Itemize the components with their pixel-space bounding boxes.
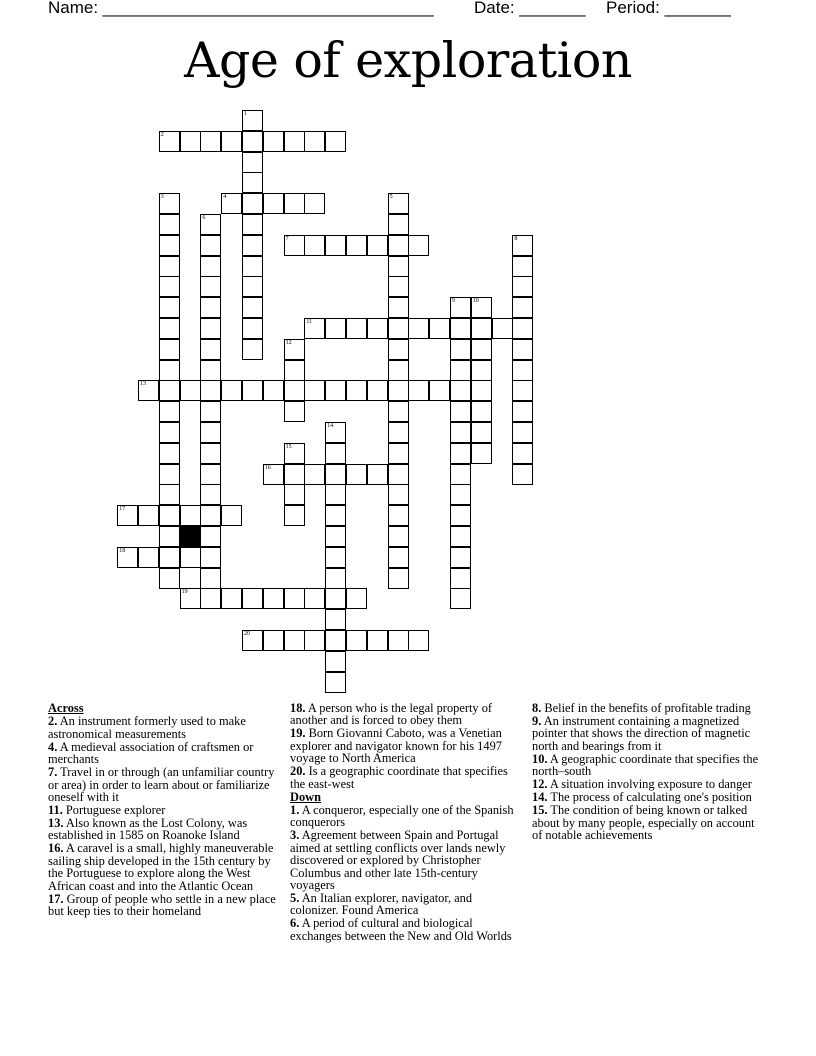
grid-cell[interactable] xyxy=(200,443,221,464)
clue-number: 8 xyxy=(514,235,518,242)
grid-cell[interactable] xyxy=(325,526,346,547)
clue-number-label: 19. xyxy=(290,726,306,741)
grid-cell[interactable] xyxy=(346,588,367,609)
clue-item xyxy=(290,702,516,727)
clue-number-label: 3. xyxy=(290,828,300,843)
grid-cell[interactable] xyxy=(242,276,263,297)
grid-cell[interactable] xyxy=(159,318,180,339)
grid-cell[interactable] xyxy=(408,630,429,651)
clue-item xyxy=(290,804,516,829)
grid-cell[interactable] xyxy=(429,380,450,401)
grid-cell[interactable] xyxy=(242,297,263,318)
grid-cell[interactable] xyxy=(200,360,221,381)
grid-cell[interactable] xyxy=(304,588,325,609)
grid-cell[interactable] xyxy=(263,588,284,609)
grid-cell[interactable] xyxy=(284,484,305,505)
grid-cell[interactable] xyxy=(159,380,180,401)
clue-text: Portuguese explorer xyxy=(62,803,166,818)
grid-cell[interactable] xyxy=(388,339,409,360)
grid-cell[interactable] xyxy=(388,297,409,318)
clue-number-label: 17. xyxy=(48,891,64,906)
grid-cell[interactable] xyxy=(325,609,346,630)
grid-cell[interactable] xyxy=(388,214,409,235)
clue-item xyxy=(48,741,284,766)
clue-text: A situation involving exposure to danger xyxy=(547,777,752,792)
grid-cell[interactable] xyxy=(512,422,533,443)
grid-cell[interactable] xyxy=(471,422,492,443)
grid-cell[interactable] xyxy=(512,235,533,256)
grid-cell[interactable] xyxy=(325,484,346,505)
clue-number-label: 1. xyxy=(290,803,300,818)
grid-cell[interactable] xyxy=(200,464,221,485)
grid-cell[interactable] xyxy=(180,588,201,609)
grid-cell[interactable] xyxy=(159,193,180,214)
grid-cell[interactable] xyxy=(200,484,221,505)
grid-cell[interactable] xyxy=(388,568,409,589)
period-field[interactable]: Period: _______ xyxy=(606,0,731,17)
grid-cell[interactable] xyxy=(117,505,138,526)
grid-cell[interactable] xyxy=(180,131,201,152)
clue-text: Agreement between Spain and Portugal aimed at settling conflicts over lands newly discovered or explored by Christopher Columbus and other late 15th-century voyagers xyxy=(290,828,506,893)
grid-cell[interactable] xyxy=(221,505,242,526)
clue-text: Is a geographic coordinate that specifies the east-west xyxy=(290,764,508,791)
clue-text: The process of calculating one's position xyxy=(547,790,752,805)
grid-cell[interactable] xyxy=(242,339,263,360)
grid-cell[interactable] xyxy=(388,443,409,464)
clue-number: 2 xyxy=(160,131,164,138)
grid-cell[interactable] xyxy=(450,443,471,464)
grid-cell[interactable] xyxy=(450,526,471,547)
grid-cell[interactable] xyxy=(471,380,492,401)
grid-cell[interactable] xyxy=(138,505,159,526)
grid-cell[interactable] xyxy=(180,380,201,401)
clue-text: The condition of being known or talked about by many people, especially on account of notable achievements xyxy=(532,803,755,843)
grid-cell[interactable] xyxy=(242,152,263,173)
grid-cell[interactable] xyxy=(388,401,409,422)
clue-text: An instrument formerly used to make astronomical measurements xyxy=(48,714,246,741)
grid-cell[interactable] xyxy=(117,547,138,568)
grid-cell[interactable] xyxy=(450,505,471,526)
grid-cell[interactable] xyxy=(346,235,367,256)
grid-cell[interactable] xyxy=(325,131,346,152)
grid-cell[interactable] xyxy=(325,630,346,651)
grid-cell[interactable] xyxy=(200,505,221,526)
grid-cell[interactable] xyxy=(200,422,221,443)
grid-cell[interactable] xyxy=(325,235,346,256)
grid-cell[interactable] xyxy=(408,380,429,401)
grid-cell[interactable] xyxy=(284,464,305,485)
clue-number: 16 xyxy=(264,464,271,471)
grid-cell[interactable] xyxy=(138,380,159,401)
grid-cell[interactable] xyxy=(471,339,492,360)
grid-cell[interactable] xyxy=(450,464,471,485)
grid-cell[interactable] xyxy=(325,380,346,401)
grid-cell[interactable] xyxy=(325,588,346,609)
grid-cell[interactable] xyxy=(159,484,180,505)
grid-cell[interactable] xyxy=(284,339,305,360)
clue-item xyxy=(48,893,284,918)
grid-cell[interactable] xyxy=(512,276,533,297)
grid-cell[interactable] xyxy=(159,443,180,464)
grid-cell[interactable] xyxy=(263,464,284,485)
grid-cell[interactable] xyxy=(180,547,201,568)
clue-number: 3 xyxy=(160,194,164,201)
grid-cell[interactable] xyxy=(388,318,409,339)
clue-item xyxy=(290,829,516,891)
grid-cell[interactable] xyxy=(429,318,450,339)
clue-number-label: 20. xyxy=(290,764,306,779)
grid-cell[interactable] xyxy=(180,505,201,526)
grid-cell[interactable] xyxy=(263,380,284,401)
clue-item xyxy=(290,892,516,917)
clue-item xyxy=(290,727,516,764)
clue-number: 20 xyxy=(244,631,250,637)
clue-number-label: 15. xyxy=(532,803,548,818)
grid-cell[interactable] xyxy=(200,214,221,235)
grid-cell[interactable] xyxy=(325,318,346,339)
grid-cell[interactable] xyxy=(284,630,305,651)
grid-cell[interactable] xyxy=(159,214,180,235)
grid-cell[interactable] xyxy=(388,464,409,485)
grid-cell[interactable] xyxy=(512,360,533,381)
clues-column-1 xyxy=(48,702,284,918)
grid-cell[interactable] xyxy=(304,235,325,256)
clue-item xyxy=(290,917,516,942)
grid-cell[interactable] xyxy=(200,380,221,401)
grid-cell[interactable] xyxy=(471,360,492,381)
grid-cell[interactable] xyxy=(263,193,284,214)
grid-cell[interactable] xyxy=(242,193,263,214)
clue-number: 13 xyxy=(140,381,146,388)
grid-cell[interactable] xyxy=(346,380,367,401)
clue-number-label: 7. xyxy=(48,765,58,780)
name-field[interactable]: Name: ___________________________________ xyxy=(48,0,434,17)
grid-cell[interactable] xyxy=(388,256,409,277)
grid-cell[interactable] xyxy=(159,568,180,589)
grid-cell[interactable] xyxy=(450,588,471,609)
clue-number: 4 xyxy=(223,194,227,201)
grid-cell[interactable] xyxy=(388,422,409,443)
grid-cell[interactable] xyxy=(388,547,409,568)
grid-cell[interactable] xyxy=(200,401,221,422)
grid-cell[interactable] xyxy=(159,401,180,422)
grid-cell[interactable] xyxy=(388,505,409,526)
grid-cell[interactable] xyxy=(304,318,325,339)
grid-cell[interactable] xyxy=(263,630,284,651)
grid-cell[interactable] xyxy=(242,256,263,277)
grid-cell[interactable] xyxy=(512,401,533,422)
clue-number: 5 xyxy=(389,194,393,201)
grid-cell[interactable] xyxy=(221,193,242,214)
grid-cell[interactable] xyxy=(242,172,263,193)
grid-cell[interactable] xyxy=(325,651,346,672)
grid-cell[interactable] xyxy=(346,464,367,485)
grid-cell[interactable] xyxy=(200,276,221,297)
clue-number-label: 9. xyxy=(532,714,542,728)
grid-cell[interactable] xyxy=(200,568,221,589)
clue-item xyxy=(532,791,768,803)
grid-cell[interactable] xyxy=(284,131,305,152)
clue-number: 15 xyxy=(285,443,292,450)
grid-cell[interactable] xyxy=(325,464,346,485)
clue-number: 18 xyxy=(119,547,126,554)
grid-cell[interactable] xyxy=(200,339,221,360)
grid-cell[interactable] xyxy=(492,318,513,339)
grid-cell[interactable] xyxy=(346,630,367,651)
grid-cell[interactable] xyxy=(200,256,221,277)
clue-number: 19 xyxy=(181,589,188,596)
clue-number: 10 xyxy=(472,298,479,305)
clue-text: A person who is the legal property of another and is forced to obey them xyxy=(290,701,493,728)
clue-number: 7 xyxy=(285,235,289,242)
clue-number-label: 13. xyxy=(48,816,64,831)
grid-cell[interactable] xyxy=(512,339,533,360)
grid-cell[interactable] xyxy=(471,401,492,422)
clue-text: Born Giovanni Caboto, was a Venetian explorer and navigator known for his 1497 voyage to North America xyxy=(290,726,502,766)
clue-text: An Italian explorer, navigator, and colonizer. Found America xyxy=(290,891,473,918)
clue-item xyxy=(48,766,284,803)
grid-cell[interactable] xyxy=(284,401,305,422)
grid-cell[interactable] xyxy=(388,630,409,651)
grid-cell[interactable] xyxy=(471,443,492,464)
grid-cell[interactable] xyxy=(388,380,409,401)
grid-cell[interactable] xyxy=(512,318,533,339)
grid-cell[interactable] xyxy=(200,526,221,547)
grid-cell[interactable] xyxy=(242,214,263,235)
clue-number-label: 18. xyxy=(290,701,306,715)
grid-cell[interactable] xyxy=(450,547,471,568)
grid-cell[interactable] xyxy=(388,193,409,214)
grid-cell[interactable] xyxy=(512,256,533,277)
grid-cell[interactable] xyxy=(450,318,471,339)
grid-cell[interactable] xyxy=(450,360,471,381)
grid-cell[interactable] xyxy=(304,193,325,214)
grid-cell[interactable] xyxy=(242,235,263,256)
down-clues-list-continued xyxy=(532,702,768,841)
grid-cell[interactable] xyxy=(242,110,263,131)
grid-cell[interactable] xyxy=(304,131,325,152)
grid-cell[interactable] xyxy=(159,276,180,297)
grid-cell[interactable] xyxy=(471,318,492,339)
grid-cell[interactable] xyxy=(450,297,471,318)
clue-text: A period of cultural and biological exchanges between the New and Old Worlds xyxy=(290,916,512,943)
clue-number-label: 5. xyxy=(290,891,300,906)
clue-text: A geographic coordinate that specifies the north–south xyxy=(532,751,759,779)
grid-cell[interactable] xyxy=(450,484,471,505)
grid-cell[interactable] xyxy=(367,235,388,256)
clue-number: 9 xyxy=(452,298,455,305)
grid-cell[interactable] xyxy=(159,297,180,318)
grid-cell[interactable] xyxy=(284,443,305,464)
grid-cell[interactable] xyxy=(159,526,180,547)
grid-cell[interactable] xyxy=(159,256,180,277)
grid-cell[interactable] xyxy=(325,672,346,693)
grid-cell[interactable] xyxy=(263,131,284,152)
clue-number: 6 xyxy=(202,215,206,221)
grid-cell[interactable] xyxy=(200,297,221,318)
clue-text: Also known as the Lost Colony, was established in 1585 on Roanoke Island xyxy=(48,816,248,843)
grid-cell[interactable] xyxy=(284,235,305,256)
grid-cell[interactable] xyxy=(159,422,180,443)
grid-cell[interactable] xyxy=(325,505,346,526)
clue-item xyxy=(48,817,284,842)
grid-cell[interactable] xyxy=(159,339,180,360)
clue-item xyxy=(532,753,768,778)
clue-number: 12 xyxy=(285,339,292,346)
grid-cell[interactable] xyxy=(367,318,388,339)
clue-number: 11 xyxy=(306,319,313,325)
grid-cell[interactable] xyxy=(284,193,305,214)
grid-cell[interactable] xyxy=(512,464,533,485)
grid-cell[interactable] xyxy=(284,505,305,526)
grid-cell[interactable] xyxy=(325,422,346,443)
grid-cell[interactable] xyxy=(408,318,429,339)
grid-cell[interactable] xyxy=(200,588,221,609)
grid-cell[interactable] xyxy=(450,380,471,401)
grid-cell[interactable] xyxy=(284,360,305,381)
clue-item xyxy=(48,715,284,740)
clue-text: A caravel is a small, highly maneuverable sailing ship developed in the 15th century by the Portuguese to explore along the West African coast and into the Atlantic Ocean xyxy=(48,841,274,893)
grid-cell[interactable] xyxy=(512,443,533,464)
clue-item xyxy=(532,702,768,714)
grid-cell[interactable] xyxy=(367,464,388,485)
grid-cell[interactable] xyxy=(242,318,263,339)
clue-number-label: 14. xyxy=(532,790,548,805)
clue-item xyxy=(48,842,284,892)
grid-cell[interactable] xyxy=(304,380,325,401)
clue-number-label: 10. xyxy=(532,751,548,766)
grid-cell[interactable] xyxy=(159,464,180,485)
clue-item xyxy=(532,804,768,841)
grid-cell[interactable] xyxy=(471,297,492,318)
clue-text: Group of people who settle in a new place but keep ties to their homeland xyxy=(48,891,276,919)
grid-cell[interactable] xyxy=(159,505,180,526)
grid-cell[interactable] xyxy=(325,547,346,568)
grid-cell[interactable] xyxy=(512,380,533,401)
grid-cell[interactable] xyxy=(304,464,325,485)
clue-text: A medieval association of craftsmen or merchants xyxy=(48,739,254,767)
clue-item xyxy=(48,804,284,816)
clue-number-label: 4. xyxy=(48,739,58,754)
grid-cell[interactable] xyxy=(200,318,221,339)
clue-text: An instrument containing a magnetized pointer that shows the direction of magnetic north and bearings from it xyxy=(532,714,751,753)
grid-cell[interactable] xyxy=(221,380,242,401)
grid-cell[interactable] xyxy=(284,588,305,609)
clue-number-label: 2. xyxy=(48,714,58,729)
clue-item xyxy=(532,778,768,790)
grid-cell[interactable] xyxy=(200,131,221,152)
grid-cell[interactable] xyxy=(367,380,388,401)
grid-cell[interactable] xyxy=(242,630,263,651)
grid-cell[interactable] xyxy=(367,630,388,651)
grid-cell[interactable] xyxy=(388,526,409,547)
clue-number-label: 11. xyxy=(48,803,63,818)
grid-cell[interactable] xyxy=(242,380,263,401)
grid-cell[interactable] xyxy=(388,235,409,256)
grid-cell[interactable] xyxy=(200,235,221,256)
grid-cell[interactable] xyxy=(450,422,471,443)
clue-number-label: 8. xyxy=(532,701,542,715)
across-heading: Across xyxy=(48,701,84,715)
clue-number-label: 6. xyxy=(290,916,300,931)
grid-cell[interactable] xyxy=(408,235,429,256)
clues-column-2 xyxy=(290,702,516,943)
grid-cell[interactable] xyxy=(325,568,346,589)
across-clues-list-continued xyxy=(290,702,516,790)
grid-cell[interactable] xyxy=(450,339,471,360)
grid-cell[interactable] xyxy=(138,547,159,568)
clue-number-label: 16. xyxy=(48,841,64,856)
grid-cell[interactable] xyxy=(159,131,180,152)
clue-number-label: 12. xyxy=(532,777,548,792)
grid-cell[interactable] xyxy=(388,276,409,297)
grid-cell[interactable] xyxy=(242,588,263,609)
clue-text: A conqueror, especially one of the Spanish conquerors xyxy=(290,803,514,830)
grid-cell[interactable] xyxy=(450,568,471,589)
page-title: Age of exploration xyxy=(184,32,632,89)
date-field[interactable]: Date: _______ xyxy=(474,0,586,17)
grid-cell[interactable] xyxy=(159,360,180,381)
black-cell xyxy=(180,526,201,547)
down-clues-list xyxy=(290,804,516,942)
grid-cell[interactable] xyxy=(450,401,471,422)
grid-cell[interactable] xyxy=(242,131,263,152)
grid-cell[interactable] xyxy=(325,443,346,464)
clue-text: Belief in the benefits of profitable trading xyxy=(541,701,751,715)
grid-cell[interactable] xyxy=(159,235,180,256)
grid-cell[interactable] xyxy=(221,131,242,152)
clue-item xyxy=(290,765,516,790)
grid-cell[interactable] xyxy=(346,318,367,339)
down-heading: Down xyxy=(290,789,321,804)
grid-cell[interactable] xyxy=(200,547,221,568)
clue-text: Travel in or through (an unfamiliar country or area) in order to learn about or familiarize oneself with it xyxy=(48,765,275,805)
grid-cell[interactable] xyxy=(284,380,305,401)
grid-cell[interactable] xyxy=(388,360,409,381)
clue-number: 14 xyxy=(327,423,334,429)
grid-cell[interactable] xyxy=(159,547,180,568)
across-clues-list xyxy=(48,715,284,917)
clue-item xyxy=(532,715,768,752)
clues-column-3 xyxy=(532,702,768,842)
grid-cell[interactable] xyxy=(512,297,533,318)
clue-number: 17 xyxy=(119,506,126,513)
clue-number: 1 xyxy=(244,111,247,117)
grid-cell[interactable] xyxy=(304,630,325,651)
grid-cell[interactable] xyxy=(388,484,409,505)
grid-cell[interactable] xyxy=(221,588,242,609)
